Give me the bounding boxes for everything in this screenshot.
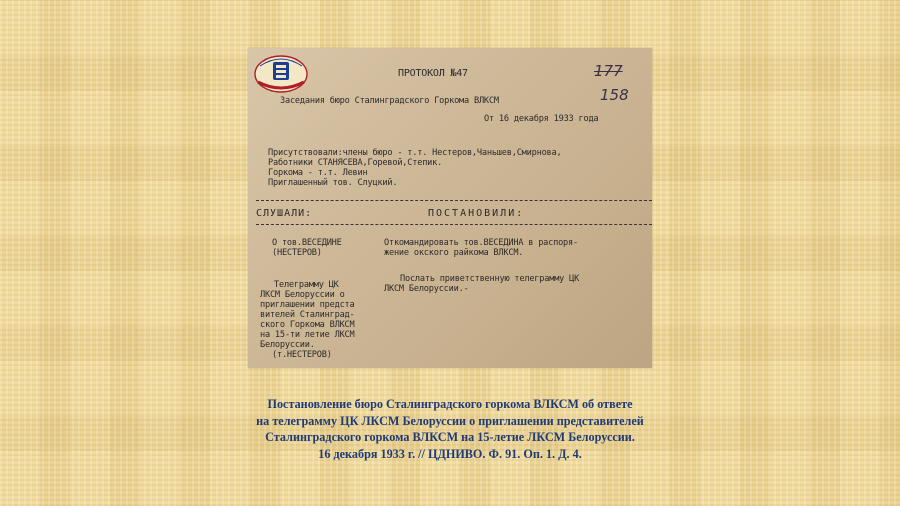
archive-stamp-logo bbox=[252, 52, 310, 96]
decision-text: жение окского райкома ВЛКСМ. bbox=[384, 248, 524, 258]
dashed-divider bbox=[256, 200, 652, 201]
attendees-line: Присутствовали:члены бюро - т.т. Нестеров,Чаньшев,Смирнова, bbox=[268, 148, 562, 158]
agenda-item-speaker: (т.НЕСТЕРОВ) bbox=[272, 350, 332, 360]
agenda-item-speaker: (НЕСТЕРОВ) bbox=[272, 248, 322, 258]
agenda-item-subject: вителей Сталинград- bbox=[260, 310, 355, 320]
decision-text: Послать приветственную телеграмму ЦК bbox=[400, 274, 580, 284]
agenda-item-subject: приглашении предста bbox=[260, 300, 355, 310]
attendees-line: Работники СТАНЯСЕВА,Горевой,Степик. bbox=[268, 158, 443, 168]
decision-text: ЛКСМ Белоруссии.- bbox=[384, 284, 469, 294]
agenda-item-subject: Белоруссии. bbox=[260, 340, 315, 350]
agenda-item-subject: ского Горкома ВЛКСМ bbox=[260, 320, 355, 330]
document-caption bbox=[0, 396, 900, 462]
caption-line: Сталинградского горкома ВЛКСМ на 15-летие ЛКСМ Белоруссии. bbox=[265, 430, 635, 444]
caption-line: Постановление бюро Сталинградского горкома ВЛКСМ об ответе bbox=[267, 397, 633, 411]
decision-text: Откомандировать тов.ВЕСЕДИНА в распоря- bbox=[384, 238, 578, 248]
decided-header: ПОСТАНОВИЛИ: bbox=[428, 208, 525, 219]
meeting-date: От 16 декабря 1933 года bbox=[484, 114, 599, 124]
attendees-line: Приглашенный тов. Слуцкий. bbox=[268, 178, 398, 188]
archive-folio-number: 158 bbox=[600, 86, 629, 104]
archive-folio-number-crossed: 177 bbox=[594, 62, 623, 80]
archival-document-image bbox=[248, 48, 652, 368]
agenda-item-subject: ЛКСМ Белоруссии о bbox=[260, 290, 345, 300]
agenda-item-subject: О тов.ВЕСЕДИНЕ bbox=[272, 238, 342, 248]
caption-line: на телеграмму ЦК ЛКСМ Белоруссии о приглашении представителей bbox=[256, 413, 644, 428]
dashed-divider bbox=[256, 224, 652, 225]
agenda-item-subject: на 15-ти летие ЛКСМ bbox=[260, 330, 355, 340]
heard-header: СЛУШАЛИ: bbox=[256, 208, 313, 219]
caption-line: 16 декабря 1933 г. // ЦДНИВО. Ф. 91. Оп. 1. Д. 4. bbox=[318, 446, 582, 461]
agenda-item-subject: Телеграмму ЦК bbox=[274, 280, 339, 290]
protocol-title: ПРОТОКОЛ №47 bbox=[398, 68, 468, 79]
attendees-line: Горкома - т.т. Левин bbox=[268, 168, 368, 178]
meeting-title: Заседания бюро Сталинградского Горкома ВЛКСМ bbox=[280, 96, 499, 106]
